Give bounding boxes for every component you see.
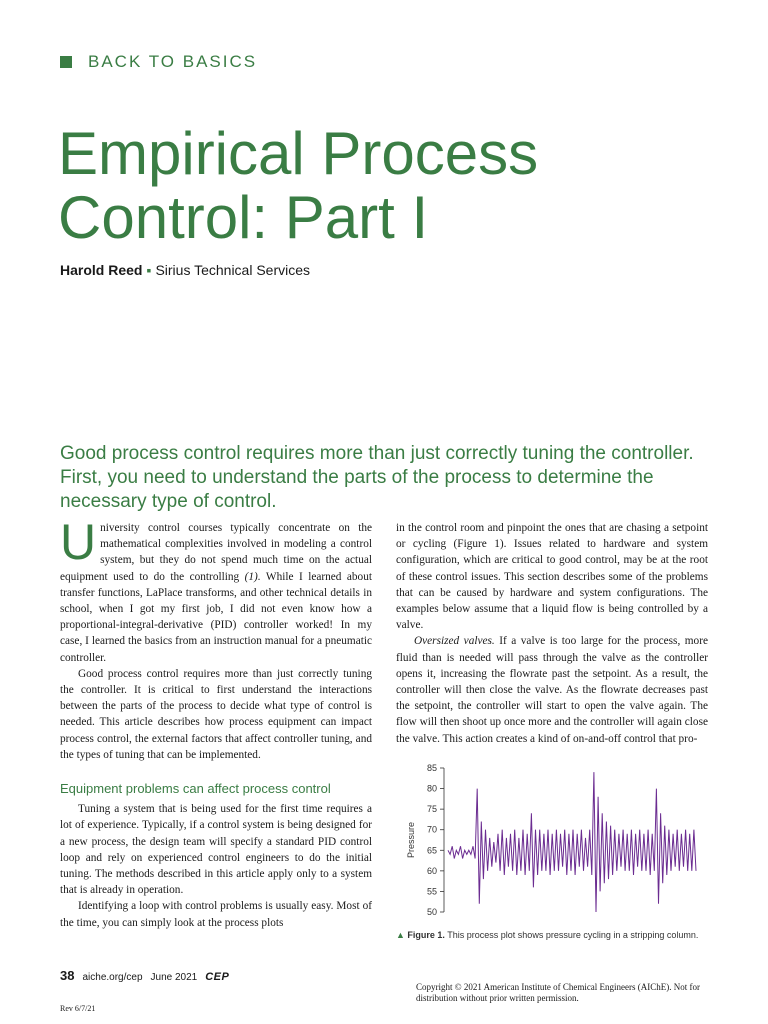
pressure-chart: [396, 760, 716, 932]
y-tick-label: 50: [426, 907, 437, 917]
y-tick-label: 85: [426, 763, 437, 773]
caption-text: This process plot shows pressure cycling in a stripping column.: [444, 930, 699, 940]
article-title: Empirical Process Control: Part I: [58, 120, 539, 251]
byline-separator: ▪: [146, 262, 152, 278]
y-tick-label: 70: [426, 824, 437, 835]
byline: [60, 262, 310, 278]
run-in-head: Oversized valves.: [414, 635, 495, 648]
figure-caption: [396, 930, 698, 940]
reference-marker: (1).: [244, 570, 261, 583]
footer-site: aiche.org/cep: [82, 972, 143, 983]
page-footer: [60, 968, 229, 983]
y-tick-label: 80: [426, 783, 437, 794]
paragraph-intro: University control courses typically concentrate on the mathematical complexities involved in modeling a control system, but they do not spend much time on the actual equipment used to do the controlling (1). While I learned about transfer functions, LaPlace transforms, and other technical details in school, when I got my first job, I did not even know how a proportional-integral-derivative (PID) controller worked! In my case, I learned the basics from an instruction manual for a pneumatic controller.: [60, 514, 372, 664]
author-affiliation: Sirius Technical Services: [155, 262, 311, 278]
page-number: 38: [60, 968, 75, 983]
y-tick-label: 60: [426, 865, 437, 876]
section-label: BACK TO BASICS: [88, 52, 258, 71]
drop-cap: U: [60, 514, 97, 570]
y-tick-label: 65: [426, 845, 437, 856]
paragraph: Identifying a loop with control problems is usually easy. Most of the time, you can simply look at the process plots: [60, 900, 372, 929]
section-tag: [60, 52, 257, 72]
caption-triangle-icon: ▲: [396, 930, 408, 940]
paragraph: Oversized valves. If a valve is too large for the process, more fluid than is needed will pass through the valve as the controller opens it, increasing the flowrate past the setpoint. As a result, the controller will then close the valve. As the flowrate decreases past the setpoint, the controller will start to open the valve again. The flow will then shoot up once more and the controller will again close the valve. This action creates a kind of on-and-off control that pro-: [396, 635, 708, 745]
paragraph: in the control room and pinpoint the ones that are chasing a setpoint or cycling (Figure 1). Issues related to hardware and system configuration, which are critical to good control, may be at the root of these control issues. This section describes some of the problems that can be caused by hardware and system configurations. The examples below assume that a liquid flow is being controlled by a valve.: [396, 522, 708, 632]
footer-date: June 2021: [150, 972, 198, 983]
paragraph: Good process control requires more than just correctly tuning the controller. It is critical to first understand the interactions between the parts of the process to decide what type of control is needed. This article describes how process equipment can impact process control, the external factors that affect controller tuning, and the types of tuning that can be implemented.: [60, 667, 372, 761]
paragraph: Tuning a system that is being used for the first time requires a lot of experience. Typically, if a control system is being designed for a new process, the design team will specify a standard PID control loop and rely on experienced control engineers to do the initial tuning. The methods described in this article apply only to a system that is already in operation.: [60, 803, 372, 897]
column-right: [396, 520, 708, 747]
article-deck: Good process control requires more than just correctly tuning the controller. First, you need to understand the parts of the process to determine the necessary type of control.: [60, 443, 694, 512]
figure-label: Figure 1.: [407, 930, 445, 940]
section-subhead: Equipment problems can affect process control: [60, 781, 331, 797]
y-tick-label: 75: [426, 804, 437, 815]
column-left: [60, 514, 372, 931]
section-marker: [60, 56, 72, 68]
cep-logo: CEP: [205, 971, 230, 983]
copyright-notice: Copyright © 2021 American Institute of Chemical Engineers (AIChE). Not for distribution without prior written permission.: [416, 982, 701, 1003]
y-axis-label: Pressure: [406, 821, 416, 859]
y-tick-label: 55: [426, 886, 437, 897]
pressure-series-line: [448, 772, 696, 912]
revision-note: Rev 6/7/21: [60, 1004, 96, 1013]
author-name: Harold Reed: [60, 262, 143, 278]
